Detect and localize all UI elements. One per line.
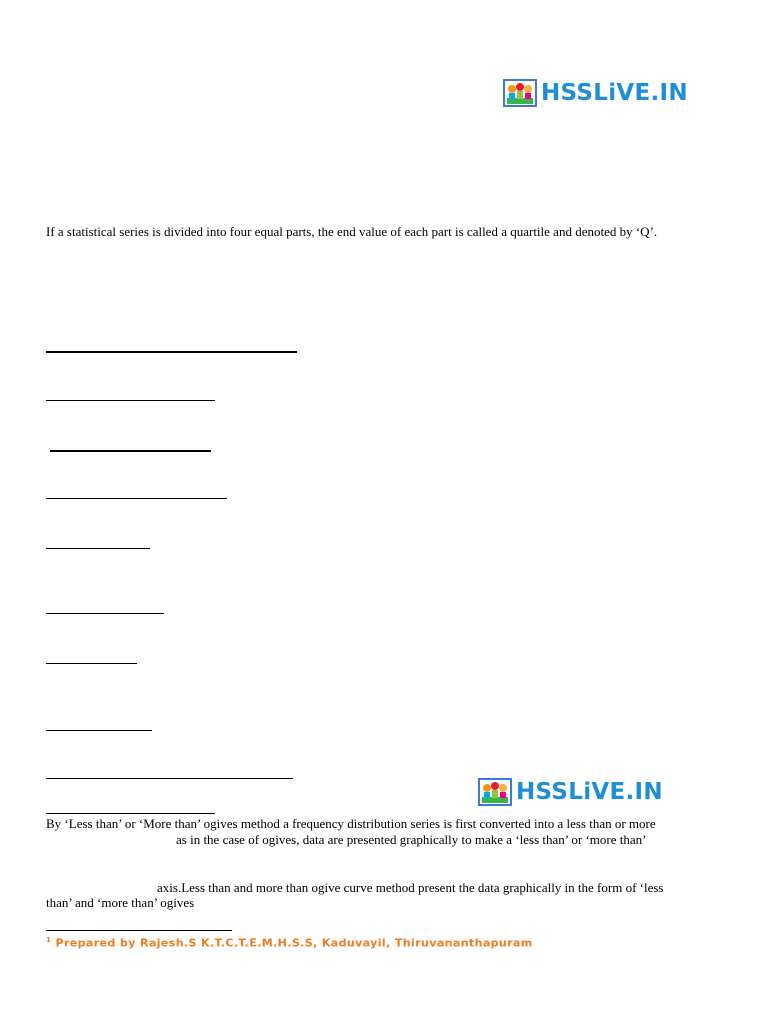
footnote-text: Prepared by Rajesh.S K.T.C.T.E.M.H.S.S, Kaduvayil, Thiruvananthapuram [55,936,533,950]
heading-underline [46,351,297,353]
heading-underline [50,450,211,452]
heading-underline [46,730,152,731]
footnote [46,936,533,950]
heading-underline [46,400,215,401]
footnote-separator [46,930,232,931]
quartile-definition: If a statistical series is divided into four equal parts, the end value of each part is called a quartile and denoted by ‘Q’. [46,224,658,239]
heading-underline [46,663,137,664]
footnote-marker: 1 [46,936,52,944]
kids-logo-icon [478,777,512,807]
ogive-line-3: axis.Less than and more than ogive curve method present the data graphically in the form of ‘less [157,880,664,895]
heading-underline [46,498,227,499]
brand-name: HSSLiVE.IN [541,80,688,106]
ogive-line-4: than’ and ‘more than’ ogives [46,895,195,910]
hsslive-logo-top [503,78,688,108]
heading-underline [46,548,150,549]
heading-underline [46,813,215,814]
heading-underline [46,778,293,779]
hsslive-logo-bottom [478,777,663,807]
ogive-line-1: By ‘Less than’ or ‘More than’ ogives method a frequency distribution series is first converted into a less than or more [46,816,656,831]
kids-logo-icon [503,78,537,108]
heading-underline [46,613,164,614]
brand-name: HSSLiVE.IN [516,779,663,805]
ogive-line-2: as in the case of ogives, data are presented graphically to make a ‘less than’ or ‘more than’ [176,832,647,847]
